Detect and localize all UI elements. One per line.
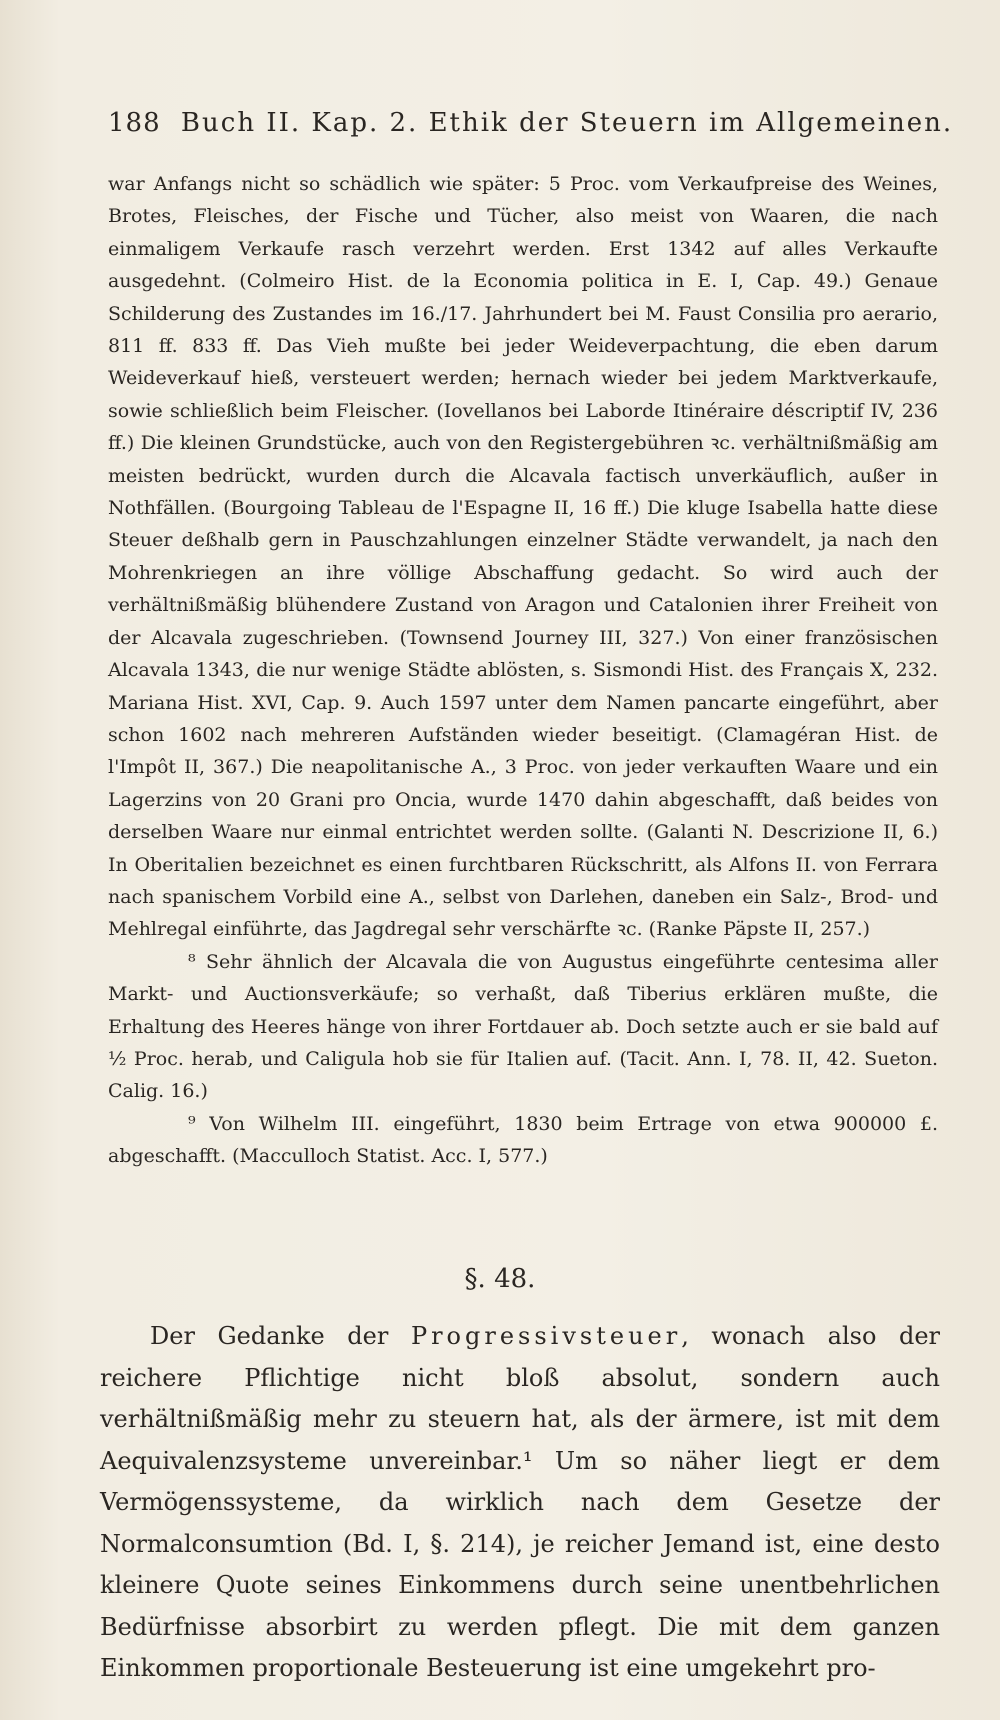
body-paragraph bbox=[100, 1316, 940, 1690]
body-lead: Der Gedanke der bbox=[150, 1322, 389, 1350]
running-header bbox=[108, 108, 954, 138]
footnotes-block bbox=[108, 168, 938, 1173]
page-number: 188 bbox=[108, 108, 161, 138]
footnote-continuation: war Anfangs nicht so schädlich wie später: 5 Proc. vom Verkaufpreise des Weines, Brotes, Fleisches, der Fische und Tücher, also meist von Waaren, die nach einmaligem Verkaufe rasch verzehrt werden. Erst 1342 auf alles Verkaufte ausgedehnt. (Colmeiro Hist. de la Economia politica in E. I, Cap. 49.) Genaue Schilderung des Zustandes im 16./17. Jahrhundert bei M. Faust Consilia pro aerario, 811 ff. 833 ff. Das Vieh mußte bei jeder Weideverpachtung, die eben darum Weideverkauf hieß, versteuert werden; hernach wieder bei jedem Marktverkaufe, sowie schließlich beim Fleischer. (Iovellanos bei Laborde Itinéraire déscriptif IV, 236 ff.) Die kleinen Grundstücke, auch von den Registergebühren ꝛc. verhältnißmäßig am meisten bedrückt, wurden durch die Alcavala factisch unverkäuflich, außer in Nothfällen. (Bourgoing Tableau de l'Espagne II, 16 ff.) Die kluge Isabella hatte diese Steuer deßhalb gern in Pauschzahlungen einzelner Städte verwandelt, ja nach den Mohrenkriegen an ihre völlige Abschaffung gedacht. So wird auch der verhältnißmäßig blühendere Zustand von Aragon und Catalonien ihrer Freiheit von der Alcavala zugeschrieben. (Townsend Journey III, 327.) Von einer französischen Alcavala 1343, die nur wenige Städte ablösten, s. Sismondi Hist. des Français X, 232. Mariana Hist. XVI, Cap. 9. Auch 1597 unter dem Namen pancarte eingeführt, aber schon 1602 nach mehreren Aufständen wieder beseitigt. (Clamagéran Hist. de l'Impôt II, 367.) Die neapolitanische A., 3 Proc. von jeder verkauften Waare und ein Lagerzins von 20 Grani pro Oncia, wurde 1470 dahin abgeschafft, daß beides von derselben Waare nur einmal entrichtet werden sollte. (Galanti N. Descrizione II, 6.) In Oberitalien bezeichnet es einen furchtbaren Rückschritt, als Alfons II. von Ferrara nach spanischem Vorbild eine A., selbst von Darlehen, daneben ein Salz-, Brod- und Mehlregal einführte, das Jagdregal sehr verschärfte ꝛc. (Ranke Päpste II, 257.) bbox=[108, 173, 938, 941]
section-heading: §. 48. bbox=[464, 1264, 536, 1294]
body-text: , wonach also der reichere Pflichtige nicht bloß absolut, sondern auch verhältnißmäßig mehr zu steuern hat, als der ärmere, ist mit dem Aequivalenzsysteme unvereinbar.¹ Um so näher liegt er dem Vermögenssysteme, da wirklich nach dem Gesetze der Normalconsumtion (Bd. I, §. 214), je reicher Jemand ist, eine desto kleinere Quote seines Einkommens durch seine unentbehrlichen Bedürfnisse absorbirt zu werden pflegt. Die mit dem ganzen Einkommen proportionale Besteuerung ist eine umgekehrt pro- bbox=[100, 1322, 941, 1682]
footnote-8: ⁸ Sehr ähnlich der Alcavala die von Augustus eingeführte centesima aller Markt- und Auctionsverkäufe; so verhaßt, daß Tiberius erklären mußte, die Erhaltung des Heeres hänge von ihrer Fortdauer ab. Doch setzte auch er sie bald auf ½ Proc. herab, und Caligula hob sie für Italien auf. (Tacit. Ann. I, 78. II, 42. Sueton. Calig. 16.) bbox=[108, 950, 938, 1103]
section-body bbox=[100, 1316, 940, 1690]
running-title: Buch II. Kap. 2. Ethik der Steuern im Allgemeinen. bbox=[180, 108, 954, 138]
footnote-9: ⁹ Von Wilhelm III. eingeführt, 1830 beim Ertrage von etwa 900000 £. abgeschafft. (Macculloch Statist. Acc. I, 577.) bbox=[108, 1112, 938, 1168]
term-progressivsteuer: Progressivsteuer bbox=[410, 1322, 682, 1350]
